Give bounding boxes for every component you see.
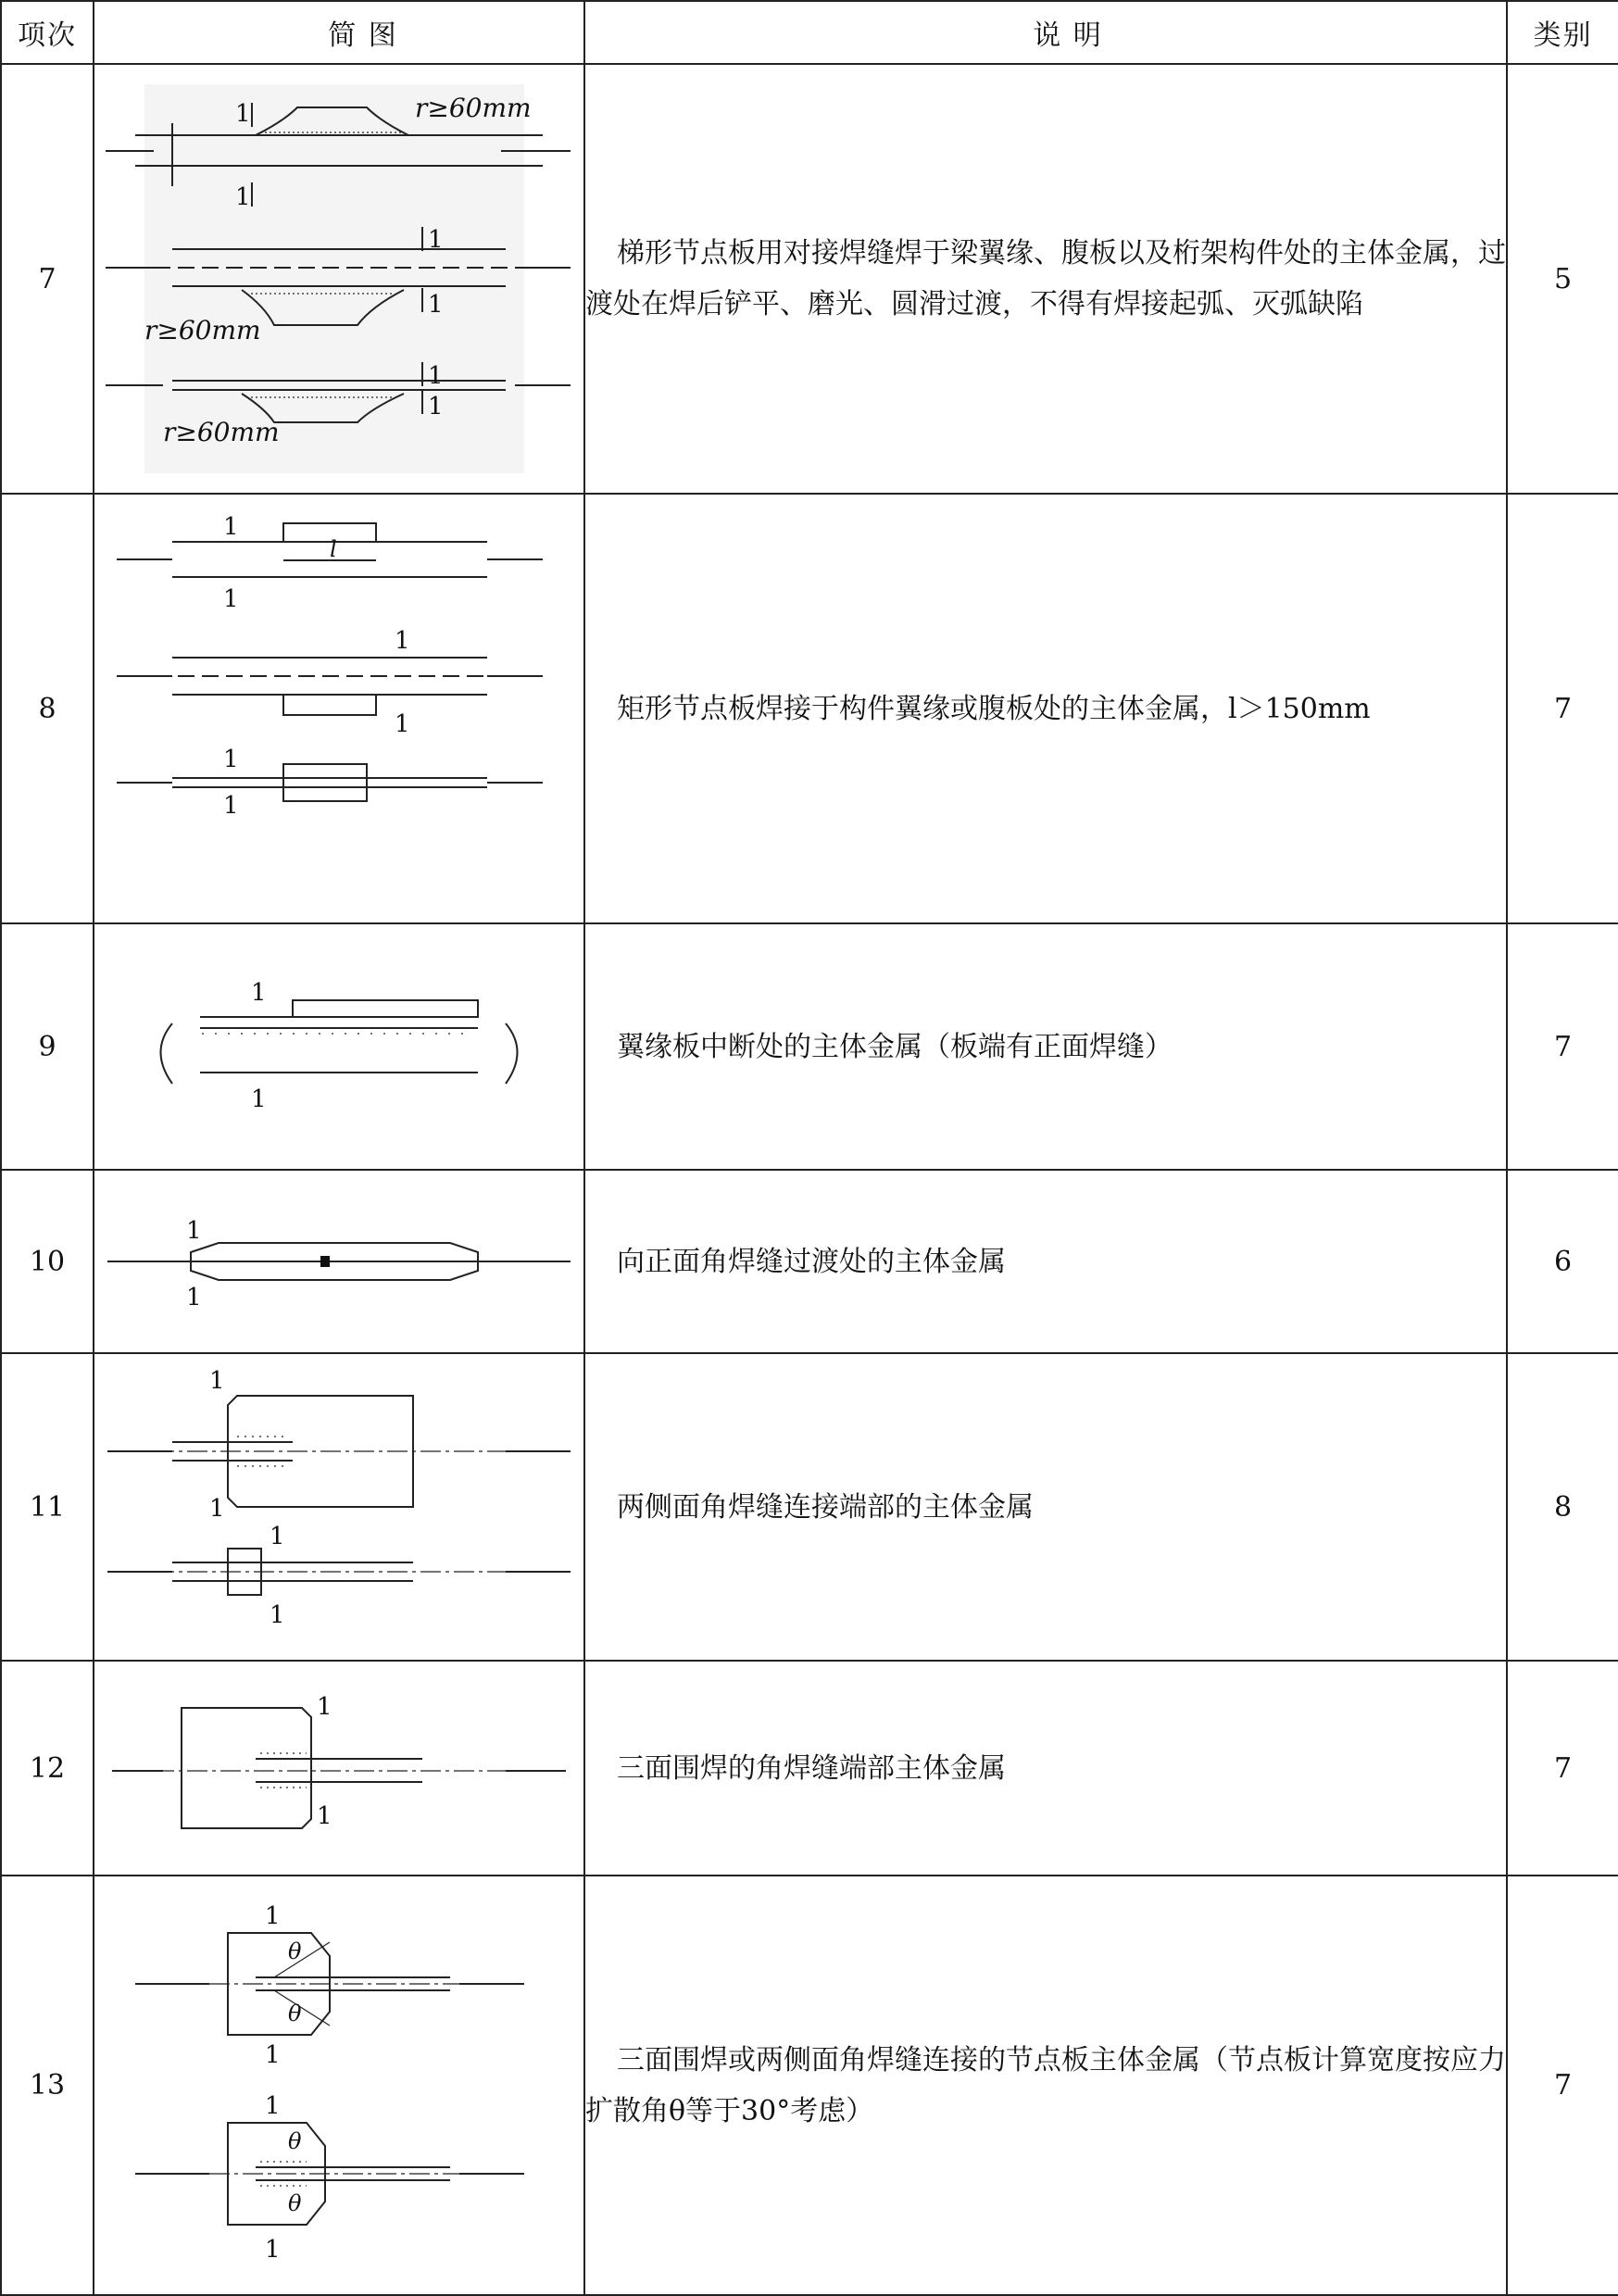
section-mark: 1: [395, 627, 410, 655]
row-index: 12: [1, 1661, 94, 1876]
row-figure: [94, 1876, 584, 2295]
theta-label: θ: [288, 2000, 302, 2026]
section-mark: 1: [223, 792, 239, 820]
section-mark: 1: [428, 291, 444, 319]
section-mark: 1: [223, 585, 239, 613]
fillet-transition-diagram: [98, 1192, 580, 1331]
section-mark: 1: [270, 1601, 285, 1629]
section-mark: 1: [235, 100, 251, 128]
row-description: [584, 1170, 1507, 1353]
row-index: 10: [1, 1170, 94, 1353]
row-figure: [94, 1661, 584, 1876]
description-text: 三面围焊的角焊缝端部主体金属: [617, 1751, 1006, 1785]
section-mark: 1: [265, 2040, 281, 2069]
row-index: 8: [1, 494, 94, 923]
row-category: 6: [1507, 1170, 1618, 1353]
header-figure: 简 图: [94, 1, 584, 64]
row-figure: [94, 1170, 584, 1353]
section-mark: 1: [265, 2235, 281, 2264]
section-mark: 1: [186, 1217, 202, 1245]
row-description: [584, 1353, 1507, 1661]
radius-label: r≥60mm: [415, 93, 532, 123]
section-mark: 1: [270, 1523, 285, 1550]
table-header-row: [1, 1, 1618, 64]
section-mark: 1: [265, 1901, 281, 1930]
row-figure: [94, 494, 584, 923]
description-text: 三面围焊或两侧面角焊缝连接的节点板主体金属（节点板计算宽度按应力扩散角θ等于30°考虑）: [585, 2043, 1506, 2127]
row-category: 7: [1507, 923, 1618, 1170]
description-text: 翼缘板中断处的主体金属（板端有正面焊缝）: [617, 1030, 1173, 1063]
theta-label: θ: [288, 2189, 302, 2216]
trapezoid-gusset-diagram: [98, 75, 580, 483]
section-mark: 1: [317, 1693, 332, 1721]
section-mark: 1: [428, 393, 444, 420]
section-mark: 1: [428, 226, 444, 254]
row-description: [584, 64, 1507, 494]
radius-label: r≥60mm: [144, 315, 261, 345]
section-mark: 1: [251, 1085, 267, 1113]
description-text: 矩形节点板焊接于构件翼缘或腹板处的主体金属，l＞150mm: [617, 692, 1371, 725]
side-fillet-diagram: [98, 1368, 580, 1646]
header-category: 类别: [1507, 1, 1618, 64]
rectangular-gusset-diagram: [98, 505, 580, 912]
table-row: [1, 1170, 1618, 1353]
section-mark: 1: [235, 183, 251, 211]
row-category: 7: [1507, 1876, 1618, 2295]
length-label: l: [330, 536, 337, 562]
row-description: [584, 494, 1507, 923]
row-index: 11: [1, 1353, 94, 1661]
row-figure: [94, 923, 584, 1170]
theta-label: θ: [288, 1938, 302, 1964]
flange-cutoff-diagram: [98, 954, 580, 1139]
row-index: 7: [1, 64, 94, 494]
row-category: 7: [1507, 494, 1618, 923]
section-mark: 1: [428, 362, 444, 390]
row-category: 7: [1507, 1661, 1618, 1876]
table-row: [1, 1353, 1618, 1661]
row-figure: [94, 1353, 584, 1661]
header-description: 说 明: [584, 1, 1507, 64]
description-text: 向正面角焊缝过渡处的主体金属: [617, 1245, 1006, 1278]
section-mark: 1: [223, 513, 239, 541]
description-text: 两侧面角焊缝连接端部的主体金属: [617, 1490, 1034, 1524]
row-description: [584, 1876, 1507, 2295]
section-mark: 1: [223, 746, 239, 773]
table-row: [1, 494, 1618, 923]
theta-label: θ: [288, 2127, 302, 2154]
table-row: [1, 923, 1618, 1170]
section-mark: 1: [317, 1802, 332, 1830]
row-category: 5: [1507, 64, 1618, 494]
table-row: [1, 1661, 1618, 1876]
row-index: 9: [1, 923, 94, 1170]
three-side-weld-diagram: [98, 1675, 580, 1861]
section-mark: 1: [251, 979, 267, 1007]
table-row: [1, 1876, 1618, 2295]
table-row: [1, 64, 1618, 494]
section-mark: 1: [186, 1284, 202, 1311]
gusset-spread-angle-diagram: [98, 1887, 580, 2285]
row-description: [584, 923, 1507, 1170]
radius-label: r≥60mm: [163, 417, 280, 447]
header-index: 项次: [1, 1, 94, 64]
row-description: [584, 1661, 1507, 1876]
row-figure: [94, 64, 584, 494]
row-category: 8: [1507, 1353, 1618, 1661]
row-index: 13: [1, 1876, 94, 2295]
section-mark: 1: [209, 1495, 225, 1523]
section-mark: 1: [209, 1368, 225, 1395]
section-mark: 1: [395, 710, 410, 738]
description-text: 梯形节点板用对接焊缝焊于梁翼缘、腹板以及桁架构件处的主体金属，过渡处在焊后铲平、磨光、圆滑过渡，不得有焊接起弧、灭弧缺陷: [585, 237, 1506, 320]
section-mark: 1: [265, 2091, 281, 2120]
